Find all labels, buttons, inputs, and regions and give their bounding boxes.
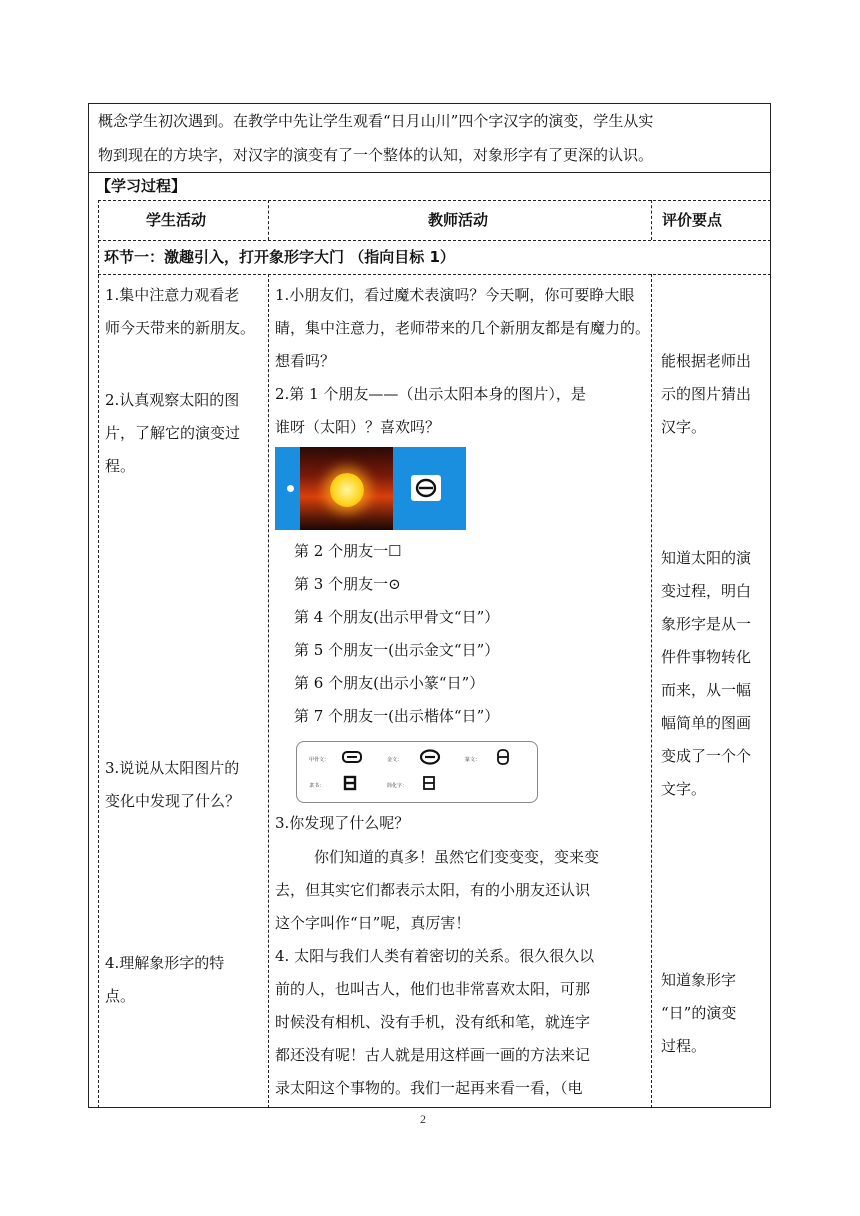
- stage-heading: 环节一：激趣引入，打开象形字大门 （指向目标 1）: [104, 248, 455, 266]
- teacher-para-3b: 你们知道的真多！虽然它们变变变，变来变 去，但其实它们都表示太阳，有的小朋友还认识 这个字叫作“日”呢，真厉害！: [275, 848, 600, 932]
- clerical-ri-icon: [343, 775, 357, 791]
- sun-icon: [330, 473, 364, 507]
- student-item-1: 1.集中注意力观看老 师今天带来的新朋友。: [105, 286, 256, 337]
- rule-col-2-body: [651, 274, 652, 1108]
- rule-col-2: [651, 200, 652, 240]
- student-item-2: 2.认真观察太阳的图 片，了解它的演变过 程。: [105, 391, 241, 475]
- eval-item-3: 知道象形字 “日”的演变 过程。: [661, 971, 737, 1055]
- rule-col-1: [268, 200, 269, 240]
- page-number: 2: [420, 1112, 426, 1126]
- student-item-4: 4.理解象形字的特 点。: [105, 954, 225, 1005]
- friend-list: 第 2 个朋友一☐ 第 3 个朋友一⊙ 第 4 个朋友(出示甲骨文“日”） 第 5 个朋友一(出示金文“日”） 第 6 个朋友(出示小篆“日”） 第 7 个朋友一(出示楷体“日”）: [294, 542, 500, 725]
- teacher-para-3: 3.你发现了什么呢？: [275, 814, 410, 832]
- intro-line-1: 概念学生初次遇到。在教学中先让学生观看“日月山川”四个字汉字的演变，学生从实: [98, 112, 654, 130]
- evo-label-bronze: 金文：: [387, 757, 403, 763]
- rule-intro-bottom: [88, 172, 771, 173]
- seal-ri-icon: [496, 748, 510, 766]
- ri-evolution-picture: [296, 741, 538, 803]
- evo-label-clerical: 隶书：: [309, 783, 325, 789]
- intro-line-2: 物到现在的方块字，对汉字的演变有了一个整体的认知，对象形字有了更深的认识。: [98, 146, 654, 164]
- header-eval: 评价要点: [662, 211, 723, 229]
- sunset-photo: [300, 447, 393, 530]
- teacher-para-1: 1.小朋友们，看过魔术表演吗？今天啊，你可要睁大眼 睛，集中注意力，老师带来的几个新朋友都是有魔力的。 想看吗？: [275, 286, 651, 370]
- evo-label-seal: 篆文：: [465, 757, 481, 763]
- eval-item-2: 知道太阳的演 变过程，明白 象形字是从一 件件事物转化 而来，从一幅 幅简单的图画 变成了一个个 文字。: [661, 549, 752, 798]
- rule-stage-bottom: [98, 274, 771, 275]
- student-item-3: 3.说说从太阳图片的 变化中发现了什么？: [105, 759, 241, 810]
- simplified-ri-icon: [422, 775, 436, 791]
- rule-section-bottom: [98, 200, 771, 201]
- teacher-para-4: 4. 太阳与我们人类有着密切的关系。很久很久以 前的人，也叫古人，他们也非常喜欢太阳，可那 时候没有相机、没有手机，没有纸和笔，就连字 都还没有呢！古人就是用这样画一画的方法来记 录太阳这个事物的。我们一起再来看一看，（电: [275, 947, 595, 1097]
- oracle-ri-icon: [341, 750, 363, 764]
- section-title: 【学习过程】: [96, 177, 187, 195]
- header-student: 学生活动: [146, 211, 207, 229]
- evo-label-oracle: 甲骨文：: [309, 757, 330, 763]
- bronze-ri-icon: [419, 749, 441, 765]
- rule-left-inner: [98, 200, 99, 1108]
- teacher-para-2: 2.第 1 个朋友——（出示太阳本身的图片），是 谁呀（太阳）？喜欢吗？: [275, 385, 586, 436]
- ri-glyph-icon: [411, 475, 441, 501]
- bullet-dot-icon: [287, 485, 294, 492]
- rule-col-1-body: [268, 274, 269, 1108]
- evo-label-simplified: 简化字：: [387, 783, 408, 789]
- header-teacher: 教师活动: [428, 211, 489, 229]
- sun-picture: [275, 447, 466, 530]
- eval-item-1: 能根据老师出 示的图片猜出 汉字。: [661, 352, 752, 436]
